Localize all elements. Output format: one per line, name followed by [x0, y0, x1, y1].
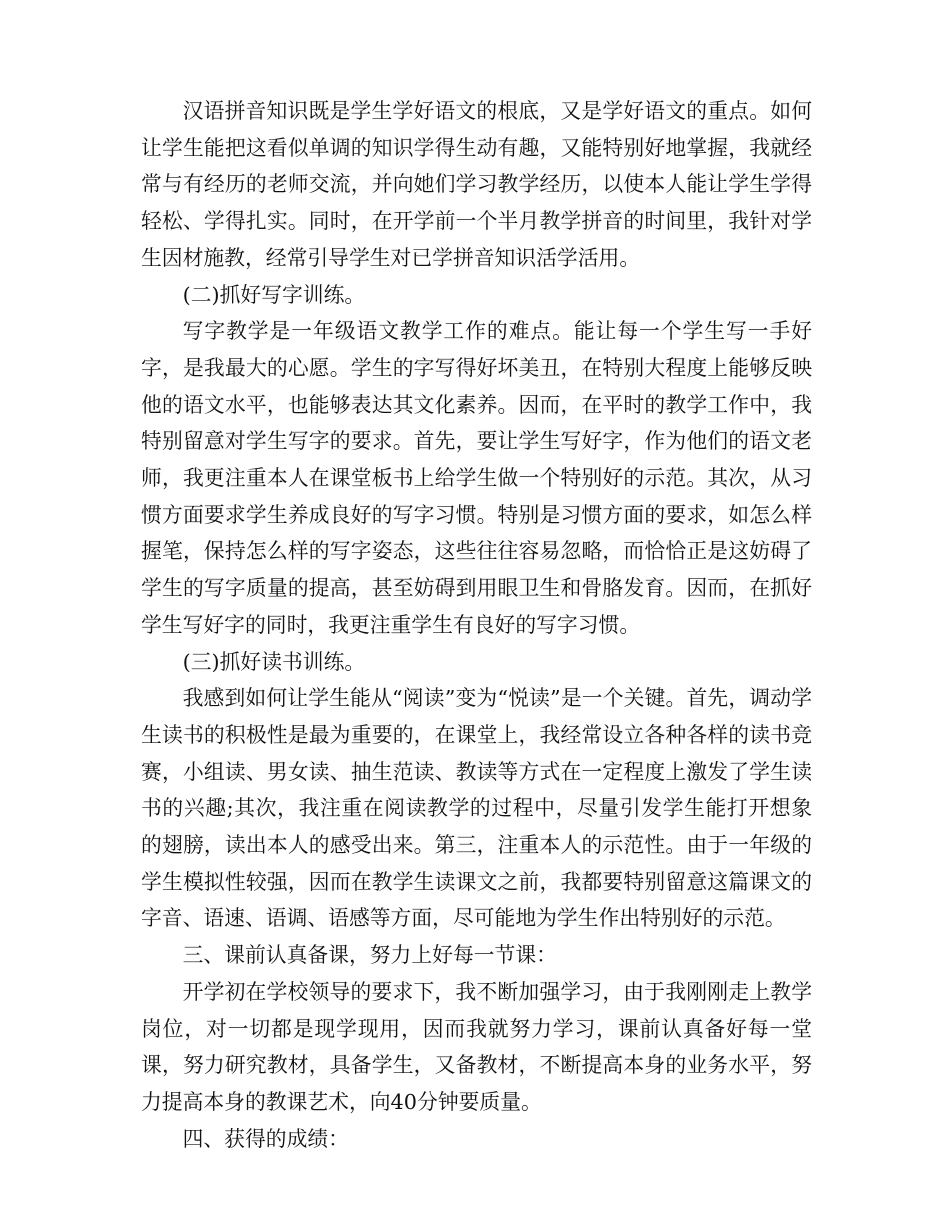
paragraph-pinyin: 汉语拼音知识既是学生学好语文的根底，又是学好语文的重点。如何让学生能把这看似单调的知识学得生动有趣，又能特别好地掌握，我就经常与有经历的老师交流，并向她们学习教学经历，以使本人能让学生学得轻松、学得扎实。同时，在开学前一个半月教学拼音的时间里，我针对学生因材施教，经常引导学生对已学拼音知识活学活用。: [141, 99, 812, 270]
paragraph-writing: 写字教学是一年级语文教学工作的难点。能让每一个学生写一手好字，是我最大的心愿。学生的字写得好坏美丑，在特别大程度上能够反映他的语文水平，也能够表达其文化素养。因而，在平时的教学工作中，我特别留意对学生写字的要求。首先，要让学生写好字，作为他们的语文老师，我更注重本人在课堂板书上给学生做一个特别好的示范。其次，从习惯方面要求学生养成良好的写字习惯。特别是习惯方面的要求，如怎么样握笔，保持怎么样的写字姿态，这些往往容易忽略，而恰恰正是这妨碍了学生的写字质量的提高，甚至妨碍到用眼卫生和骨胳发育。因而，在抓好学生写好字的同时，我更注重学生有良好的写字习惯。: [141, 319, 812, 637]
document-page: [141, 93, 812, 1157]
heading-reading-training: (三)抓好读书训练。: [182, 649, 366, 674]
paragraph-lesson-prep: 开学初在学校领导的要求下，我不断加强学习，由于我刚刚走上教学岗位，对一切都是现学现用，因而我就努力学习，课前认真备好每一堂课，努力研究教材，具备学生，又备教材，不断提高本身的业务水平，努力提高本身的教课艺术，向40分钟要质量。: [141, 979, 812, 1114]
heading-lesson-prep: 三、课前认真备课，努力上好每一节课：: [182, 943, 557, 968]
heading-writing-training: (二)抓好写字训练。: [182, 282, 366, 307]
heading-achievements: 四、获得的成绩：: [182, 1126, 349, 1151]
paragraph-reading: 我感到如何让学生能从“阅读”变为“悦读”是一个关键。首先，调动学生读书的积极性是最为重要的，在课堂上，我经常设立各种各样的读书竞赛，小组读、男女读、抽生范读、教读等方式在一定程度上激发了学生读书的兴趣;其次，我注重在阅读教学的过程中，尽量引发学生能打开想象的翅膀，读出本人的感受出来。第三，注重本人的示范性。由于一年级的学生模拟性较强，因而在教学生读课文之前，我都要特别留意这篇课文的字音、语速、语调、语感等方面，尽可能地为学生作出特别好的示范。: [141, 686, 812, 931]
